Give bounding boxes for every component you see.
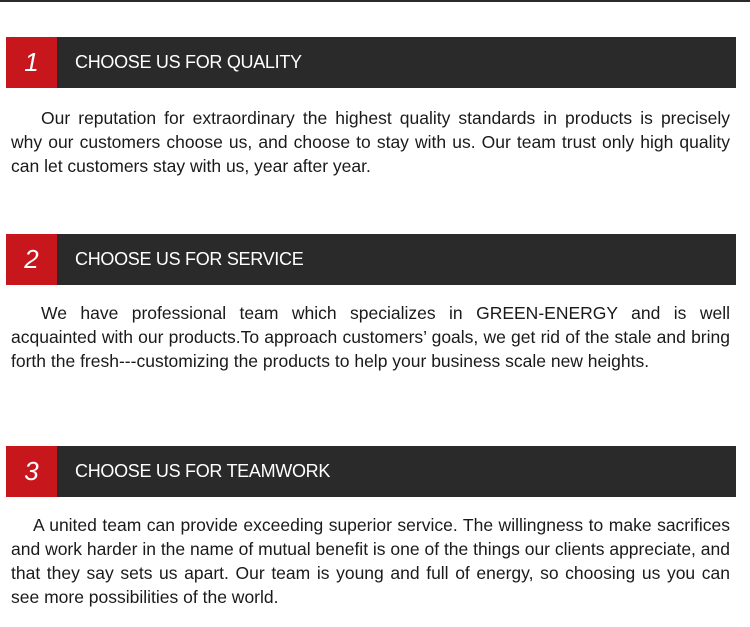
section-header-service — [6, 234, 736, 285]
section-header-quality — [6, 37, 736, 88]
section-body-teamwork: A united team can provide exceeding superior service. The willingness to make sacrifices and work harder in the name of mutual benefit is one of the things our clients appreciate, and that they say sets us apart. Our team is young and full of energy, so choosing us you can see more possibilities of the world. — [11, 515, 730, 607]
section-title: CHOOSE US FOR QUALITY — [75, 52, 302, 72]
section-number-badge: 3 — [6, 446, 57, 497]
section-number-badge: 1 — [6, 37, 57, 88]
section-header-teamwork — [6, 446, 736, 497]
section-number-badge: 2 — [6, 234, 57, 285]
section-body-quality: Our reputation for extraordinary the highest quality standards in products is precisely why our customers choose us, and choose to stay with us. Our team trust only high quality can let customers stay with us, year after year. — [11, 108, 730, 176]
top-divider — [0, 0, 750, 2]
section-title: CHOOSE US FOR SERVICE — [75, 249, 304, 269]
section-body-service: We have professional team which specializes in GREEN-ENERGY and is well acquainted with our products.To approach customers’ goals, we get rid of the stale and bring forth the fresh---customizing the products to help your business scale new heights. — [11, 303, 730, 371]
section-title: CHOOSE US FOR TEAMWORK — [75, 461, 331, 481]
